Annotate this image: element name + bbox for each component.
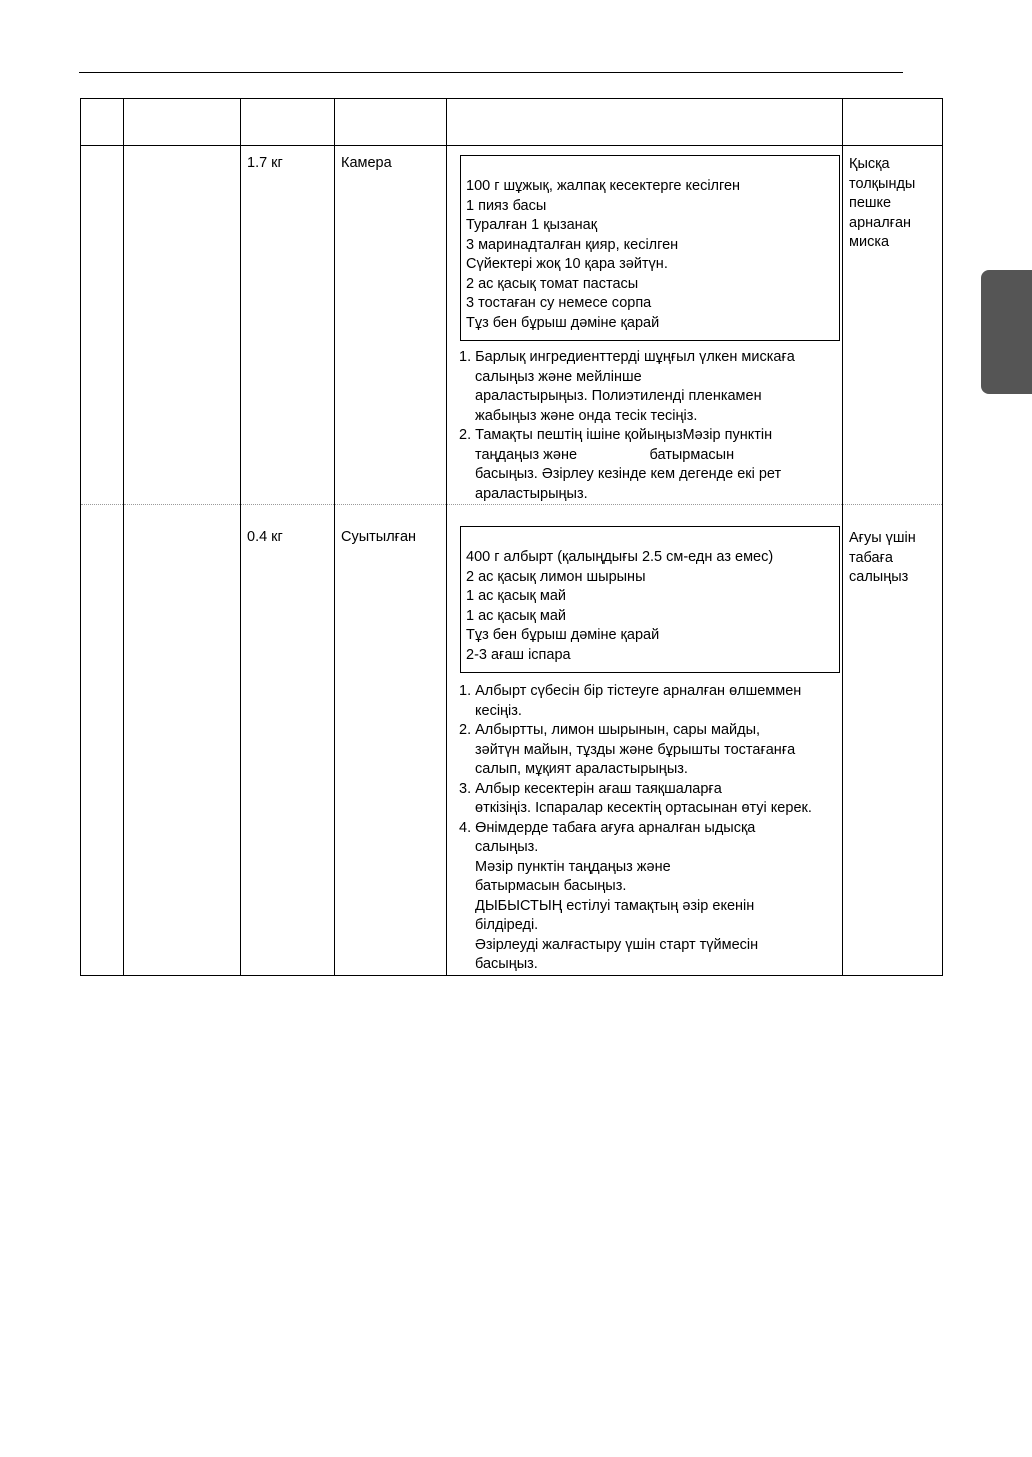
ingredient-line: 2 ас қасық лимон шырыны [466, 568, 646, 585]
header-cell [81, 99, 124, 146]
container-cell [843, 505, 943, 976]
temperature-cell: Камера [335, 146, 447, 505]
ingredient-line: 1 ас қасық май [466, 607, 567, 624]
container-line: пешке [849, 195, 892, 211]
step-line: жабыңыз және онда тесік тесіңіз. [475, 407, 698, 424]
number-cell [81, 146, 124, 505]
ingredient-line: Туралған 1 қызанақ [466, 217, 598, 233]
container-line: Ағуы үшін [849, 530, 916, 546]
ingredient-line: 400 г албырт (қалыңдығы 2.5 см-едн аз емес) [466, 549, 774, 565]
top-rule [79, 72, 903, 73]
step-line: салыңыз. [475, 839, 539, 855]
step-line: салып, мұқият араластырыңыз. [475, 761, 688, 777]
weight-cell: 1.7 кг [241, 146, 335, 505]
step-line: 4. Өнімдерде табаға ағуға арналған ыдысқа [459, 819, 756, 836]
number-cell [81, 505, 124, 976]
header-cell [124, 99, 241, 146]
step-line: таңдаңыз және батырмасын [475, 446, 735, 463]
step-line: Мәзір пунктін таңдаңыз және [475, 858, 671, 875]
ingredients-box [460, 155, 840, 341]
ingredient-line: Тұз бен бұрыш дәміне қарай [466, 627, 660, 643]
container-line: Қысқа [849, 156, 890, 172]
container-line: арналған [849, 214, 912, 231]
container-line: толқынды [849, 175, 916, 192]
ingredient-line: 2 ас қасық томат пастасы [466, 275, 639, 292]
table-header-row [81, 99, 943, 146]
step-line: 1. Албырт сүбесін бір тістеуге арналған өлшеммен [459, 683, 802, 699]
step-line: зәйтүн майын, тұзды және бұрышты тостағанға [475, 741, 796, 758]
step-line: кесіңіз. [475, 702, 522, 719]
table-row [81, 505, 943, 976]
header-cell [843, 99, 943, 146]
step-line: басыңыз. Әзірлеу кезінде кем дегенде екі рет [475, 466, 782, 482]
ingredient-line: 100 г шұжық, жалпақ кесектерге кесілген [466, 178, 741, 194]
ingredients-box [460, 526, 840, 673]
method-steps [459, 348, 838, 504]
temperature-cell: Суытылған [335, 505, 447, 976]
ingredient-line: Тұз бен бұрыш дәміне қарай [466, 314, 660, 331]
step-line: 2. Тамақты пештің ішіне қойыңызМәзір пунктін [459, 427, 773, 443]
container-line: табаға [849, 549, 893, 566]
step-line: 3. Албыр кесектерін ағаш таяқшаларға [459, 780, 722, 797]
table-row [81, 146, 943, 505]
step-line: 2. Албыртты, лимон шырынын, сары майды, [459, 722, 761, 738]
ingredient-line: 3 тостаған су немесе сорпа [466, 295, 652, 311]
weight-cell: 0.4 кг [241, 505, 335, 976]
ingredient-line: Сүйектері жоқ 10 қара зәйтүн. [466, 256, 668, 272]
header-cell [241, 99, 335, 146]
step-line: салыңыз және мейлінше [475, 368, 642, 385]
container-cell [843, 146, 943, 505]
step-line: ДЫБЫСТЫҢ естілуі тамақтың әзір екенін [475, 897, 755, 914]
ingredient-line: 1 ас қасық май [466, 588, 567, 604]
instructions-cell [447, 505, 843, 976]
header-cell [447, 99, 843, 146]
ingredient-line: 1 пияз басы [466, 197, 547, 214]
section-tab [981, 270, 1032, 394]
step-line: басыңыз. [475, 956, 538, 972]
dish-cell [124, 146, 241, 505]
method-steps [459, 682, 838, 975]
container-line: салыңыз [849, 569, 909, 585]
recipe-table [80, 98, 943, 976]
ingredient-line: 2-3 ағаш іспара [466, 646, 571, 663]
step-line: 1. Барлық ингредиенттерді шұңғыл үлкен мискаға [459, 349, 795, 365]
header-cell [335, 99, 447, 146]
step-line: араластырыңыз. [475, 485, 588, 502]
step-line: өткізіңіз. Іспаралар кесектің ортасынан өтуі керек. [475, 800, 812, 816]
step-line: білдіреді. [475, 917, 539, 933]
instructions-cell [447, 146, 843, 505]
step-line: Әзірлеуді жалғастыру үшін старт түймесін [475, 936, 759, 953]
step-line: батырмасын басыңыз. [475, 878, 627, 894]
dish-cell [124, 505, 241, 976]
step-line: араластырыңыз. Полиэтиленді пленкамен [475, 388, 762, 404]
ingredient-line: 3 маринадталған қияр, кесілген [466, 236, 679, 253]
container-line: миска [849, 234, 890, 250]
